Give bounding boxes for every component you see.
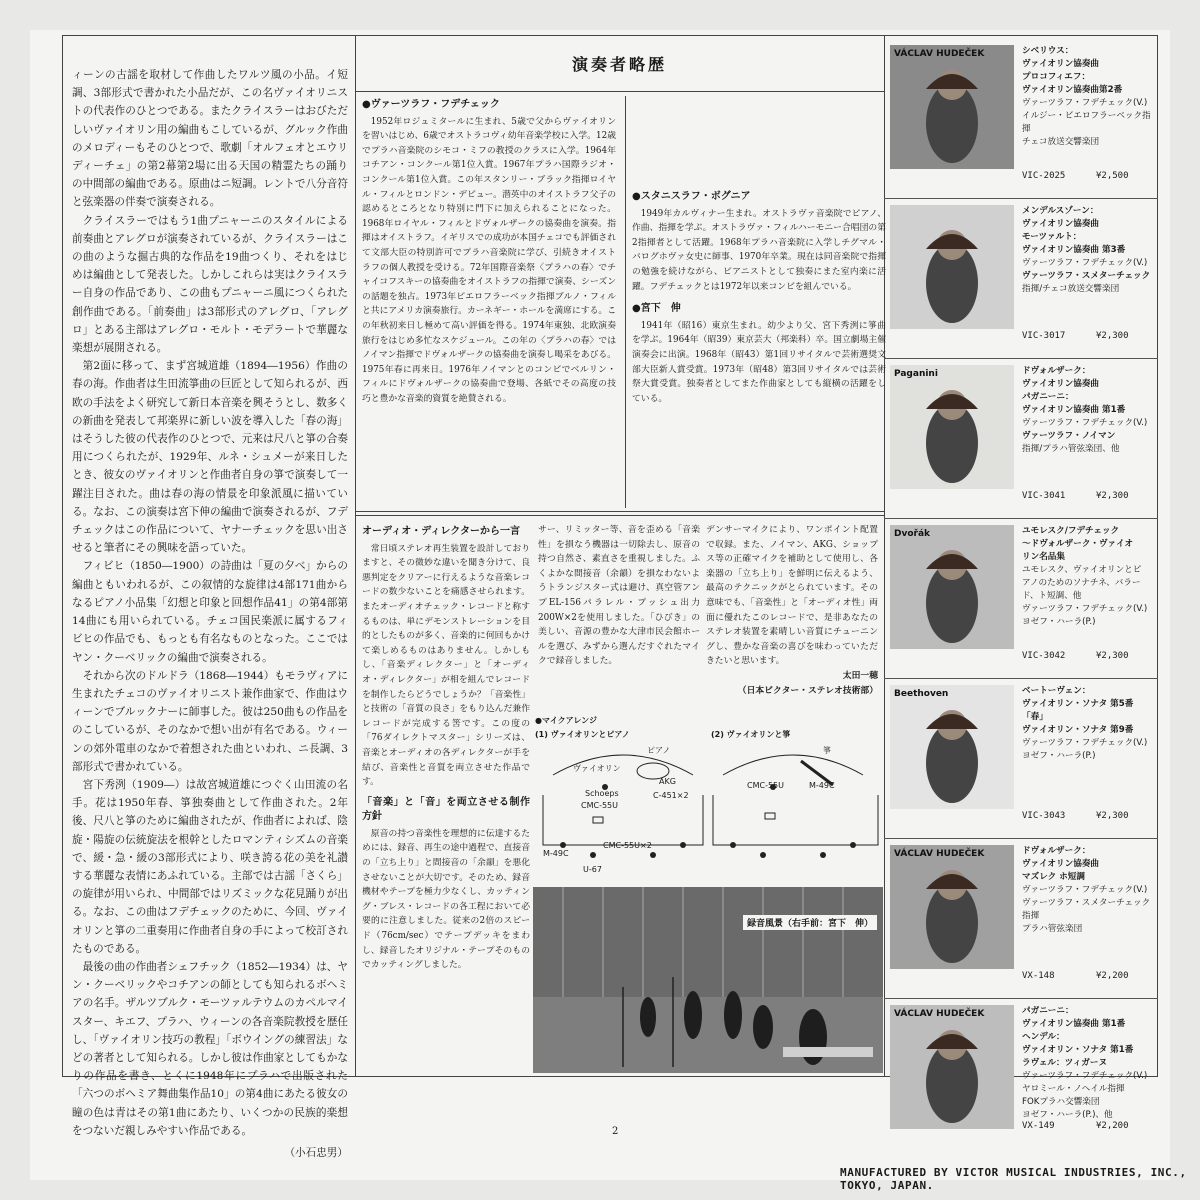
mic-tag: Schoeps [585, 789, 619, 798]
bio-header-bognar: ●スタニスラフ・ボグニア [632, 191, 751, 202]
paragraph: ィーンの古謡を取材して作曲したワルツ風の小品。イ短調、3部形式で書かれた小品だが、この名ヴァイオリニストの代表作のひとつである。またクライスラーはおびただしいヴァイオリン用の編曲もこしているが、グルック作曲のメロディーもそのひとつで、歌劇「オルフェオとエウリディーチェ」の第2幕第2場に出る天国の精霊たちの踊りの中間部の編曲である。原曲はニ短調。レントで八分音符と弦楽器の伴奏で演奏される。 [72, 69, 348, 209]
album-info-line: ヴァイオリン・ソナタ 第9番 [1022, 725, 1134, 735]
album-price: ¥2,300 [1096, 331, 1129, 341]
album-info-line: メンデルスゾーン： [1022, 206, 1099, 216]
album-info-line: ヴァイオリン協奏曲 [1022, 859, 1100, 869]
album-info-line: ヴァイオリン・ソナタ 第5番「春」 [1022, 699, 1134, 722]
album-entry [884, 679, 1158, 839]
mic-tag: 箏 [823, 746, 831, 755]
audio-signature: 太田一穂 [842, 670, 878, 681]
cover-artwork [890, 525, 1014, 649]
album-info-line: アノのためのソナチネ、バラー [1022, 578, 1141, 588]
album-info-line: ヨゼフ・ハーラ(P.) [1022, 617, 1096, 627]
album-info-line: パガニーニ： [1022, 1006, 1074, 1016]
paragraph: 最後の曲の作曲者シェフチック（1852―1934）は、ヤン・クーベリックやコチアンの師としても知られるボヘミアの名手。ザルツブルク・モーツァルテウムのカペルマイスター、キエフ、プラハ、ウィーンの各音楽院教授を歴任し、「ヴァイオリン技巧の教程」「ボウイングの練習法」などの著者として知られる。しかし彼は作曲家としてもかなりの作品を書き、とくに1948年にプラハで出版された「六つのボヘミア舞曲集作品10」の第4曲にあたる彼女の瞳の色は青はその第1曲にあたり、いくつかの民族的楽想をつないだ親しみやすい作品である。 [72, 960, 348, 1137]
bio-text-hudecek: 1952年ロジュミタールに生まれ、5歳で父からヴァイオリンを習いはじめ、6歳でオストラコヴィ幼年音楽学校に入学。12歳でプラハ音楽院のシモコ・ミフの教授のクラスに入学。1964年コチアン・コンクール第1位入賞。1967年プラハ国際ラジオ・コンクール第1位入賞。この年スタンリー・ブラック指揮ロイヤル・フィルとロンドン・デビュー。潜英中のオイストラフ父子の認めるところとなり特別に門下に加えられることになった。1968年ロイヤル・フィルとドヴォルザークの協奏曲を演奏。指揮はオイストラフ。イギリスでの成功が本国チェコでも評価されて文部大臣の特別許可でプラハ音楽院に学び、引続きオイストラフの個人教授を受ける。72年国際音楽祭〈プラハの春〉でチャイコフスキーの協奏曲をオイストラフの指揮で演奏、シーズンの話題を独占。1973年ピエロフラーベック指揮ブルノ・フィルと共にアメリカ演奏旅行。カーネギー・ホールを満席にする。この年秋初来日し極めて高い評価を得る。1974年東独、北欧演奏旅行をはじめ多忙なスケジュール。この年の〈プラハの春〉ではノイマン指揮でドヴォルザークの協奏曲を演奏し喝采をあびる。1975年春に再来日。1976年ノイマンとのコンビでベルリン・フィルにドヴォルザークの協奏曲で登場、各紙でその高度の技巧と豊かな音楽的資質を絶賛される。 [362, 116, 616, 404]
album-info-line: シベリウス： [1022, 46, 1074, 56]
mic-arrangement-diagram [533, 715, 883, 885]
album-price: ¥2,500 [1096, 171, 1129, 181]
album-info-line: チェコ放送交響楽団 [1022, 137, 1100, 147]
album-price: ¥2,300 [1096, 651, 1129, 661]
album-info-line: リン名品集 [1022, 552, 1065, 562]
catalog-number: VIC-3017 [1022, 331, 1066, 341]
catalog-number: VIC-2025 [1022, 171, 1066, 181]
mic-diagram-svg [533, 735, 883, 885]
page-title: 演奏者略歴 [571, 54, 667, 74]
paragraph: 宮下秀洌（1909―）は故宮城道雄につぐく山田流の名手。花は1950年春、箏独奏曲として作曲された。2年後、尺八と箏のために編曲されたが、作曲者によれば、陰旋・陽旋の伝統旋法を根幹としたロマンティシズムの音楽で、緩・急・緩の3部形式により、咲き誇る花の美を礼讃する華麗な表情にあふれている。主部では古謡「さくら」の旋律が用いられ、中間部ではリズミックな花見踊りが出る。なお、この曲はフデチェックのために、今回、ヴァイオリンと箏の二重奏用に作曲者自身の手によって校訂されたものである。 [72, 778, 348, 955]
catalog-number: VX-148 [1022, 971, 1055, 981]
album-info-line: プラハ管弦楽団 [1022, 924, 1083, 934]
album-info [1022, 845, 1154, 936]
album-cover-title: VÁCLAV HUDEČEK [894, 49, 985, 59]
album-info [1022, 685, 1154, 763]
album-info-line: ヴァイオリン協奏曲第2番 [1022, 85, 1123, 95]
album-cover-title: Dvořák [894, 529, 931, 539]
album-info-line: ヴァーツラフ・スメターチェック指揮 [1022, 898, 1151, 921]
mic-tag: CMC-55U [581, 801, 618, 810]
album-price: ¥2,200 [1096, 1121, 1129, 1131]
audio-text-3: サー、リミッター等、音を歪める「音楽性」を損なう機器は一切除去し、原音の持つ自然さ、素直さを重視しました。ふくよかな間接音（余韻）を損なわないようトランジスター式は避け、真空管アンプEL-156パラレル・プッシュ出力200W×2を使用しました。「ひびき」の美しい、音源の豊かな大津市民会館ホールを選び、みずから選んだすぐれたマイクで録音しました。 [538, 525, 700, 667]
album-info-line: ヴァイオリン協奏曲 第1番 [1022, 1019, 1126, 1029]
bio-right [625, 96, 886, 508]
bio-text-miyashita: 1941年（昭16）東京生まれ。幼少より父、宮下秀洌に箏曲を学ぶ。1964年（昭39）東京芸大（邦楽科）卒。国立劇場主催演奏会に出演。1968年（昭43）第1回リサイタルで芸術選奨文部大臣新人賞受賞。1973年（昭48）第3回リサイタルでは芸術祭大賞受賞。独奏者としてまた作曲家としても縦横の活躍をしている。 [632, 320, 886, 404]
album-info-line: ヘンデル： [1022, 1032, 1065, 1042]
album-entry [884, 519, 1158, 679]
mic-label-2: (2) ヴァイオリンと箏 [711, 730, 791, 739]
cover-artwork [890, 365, 1014, 489]
mic-tag: M-49C [809, 781, 835, 790]
album-info-line: ヴァーツラフ・フデチェック(V.) [1022, 885, 1148, 895]
audio-text-2: 原音の持つ音楽性を理想的に伝達するためには、録音、再生の途中過程で、直接音の「立ち上り」と間接音の「余韻」を悪化させないことが大切です。そのため、録音機材やテープを極力少なくし、カッティング・ブレス・レコードの各工程において必要的に注意しました。従来の2倍のスピード（76cm/sec）でテープデッキをまわし、録音したオリジナル・テープそのものでカッティングしました。 [362, 828, 530, 971]
album-info-line: プロコフィエフ： [1022, 72, 1091, 82]
cover-artwork [890, 685, 1014, 809]
cover-artwork [890, 845, 1014, 969]
audio-text-4: デンサーマイクにより、ワンポイント配置で収録。また、ノイマン、AKG、ショップス等の正確マイクを補助として使用し、各楽器の「立ち上り」を鮮明に伝えるよう、最高のテクニックがとられています。その意味でも、「音楽性」と「オーディオ性」両面に優れたこのレコードで、是非あなたのステレオ装置を素晴しい音質にチューニングし、豊かな音楽の喜びを味わっていただきたいと思います。 [706, 525, 878, 667]
audio-col-1 [362, 523, 530, 1071]
album-info-line: ヤロミール・ノヘイル指揮 [1022, 1084, 1125, 1094]
album-info-line: パガニーニ： [1022, 392, 1074, 402]
album-info-line: ユモレスク、ヴァイオリンとピ [1022, 565, 1142, 575]
album-entry [884, 359, 1158, 519]
mic-tag: ヴァイオリン [573, 764, 621, 773]
album-entry [884, 39, 1158, 199]
cover-artwork [890, 45, 1014, 169]
mic-tag: C-451×2 [653, 791, 689, 800]
album-price: ¥2,300 [1096, 811, 1129, 821]
album-info-line: ヴァーツラフ・フデチェック(V.) [1022, 418, 1148, 428]
album-cover [890, 365, 1014, 489]
album-price: ¥2,300 [1096, 491, 1129, 501]
footer-manufacturer: MANUFACTURED BY VICTOR MUSICAL INDUSTRIES, INC., TOKYO, JAPAN. [840, 1166, 1187, 1192]
audio-affiliation: （日本ビクター・ステレオ技術部） [737, 685, 878, 696]
left-column [72, 66, 348, 1159]
album-info-line: イルジー・ビエロフラーベック指揮 [1022, 111, 1151, 134]
bio-text-bognar: 1949年カルヴィナー生まれ。オストラヴァ音楽院でピアノ、作曲、指揮を学ぶ。オストラヴァ・フィルハーモニー合唱団の第2指揮者として活躍。1968年プラハ音楽院に入学しチグマル・バログホヴァ女史に師事、1970年卒業。現在は同音楽院で指揮の勉強を続けながら、ピアニストとして独奏にまた室内楽に活躍。フデチェックとは1972年以来コンビを組んでいる。 [632, 208, 886, 292]
audio-text-1: 常日頃ステレオ再生装置を設計しておりますと、その微妙な違いを聞き分けて、良悪判定をクリアーに行えるような音楽レコードの数少ないことを痛感させられます。またオーディオチェック・レコードと称するものは、単にデモンストレーションを目的としたものが多く、音楽的に何回もかけて楽しめるものはありません。しかしもし、「音楽ディレクター」と「オーディオ・ディレクター」が相を組んでレコードを制作したらどうでしょうか？「音楽性」と技術の「音質の良さ」をもり込んだ兼作レコードが完成する筈です。この度の「76ダイレクトマスター」シリーズは、音楽とオーディオの各ディレクターが手を結び、音楽性と音質を両立させた作品です。 [362, 543, 530, 788]
album-cover [890, 1005, 1014, 1129]
audio-col-2 [538, 523, 700, 709]
album-entry [884, 199, 1158, 359]
album-cover-title: Beethoven [894, 689, 949, 699]
audio-sub-header: 「音楽」と「音」を両立させる制作方針 [362, 796, 530, 823]
album-info-line: ヴァーツラフ・ノイマン [1022, 431, 1116, 441]
mic-tag: CMC-55U×2 [603, 841, 652, 850]
album-info-line: モーツァルト： [1022, 232, 1082, 242]
album-cover [890, 525, 1014, 649]
album-cover-title: VÁCLAV HUDEČEK [894, 849, 985, 859]
photo-caption: 録音風景（右手前：宮下 伸） [743, 915, 877, 930]
album-info-line: FOKプラハ交響楽団 [1022, 1097, 1100, 1107]
album-info-line: ヨゼフ・ハーラ(P.)、他 [1022, 1110, 1113, 1120]
audio-col-3 [706, 523, 878, 709]
album-info [1022, 205, 1154, 296]
catalog-number: VIC-3042 [1022, 651, 1066, 661]
author-signature: （小石忠男） [284, 1146, 348, 1159]
album-info-line: ヴァーツラフ・フデチェック(V.) [1022, 98, 1148, 108]
album-info-line: ヴァーツラフ・フデチェック(V.) [1022, 604, 1148, 614]
paragraph: フィビヒ（1850―1900）の詩曲は「夏の夕べ」からの編曲ともいわれるが、この叙情的な旋律は4部171曲からなるピアノ小品集「幻想と印象と回想作品41」の第4部第14曲にも用いられている。チェコ国民楽派に属するフィビヒの作品でも、もっとも有名なものとなった。ここではヤン・クーベリックの編曲で演奏される。 [72, 560, 348, 664]
album-info-line: ヴァイオリン・ソナタ 第1番 [1022, 1045, 1134, 1055]
catalog-number: VIC-3041 [1022, 491, 1066, 501]
album-info-line: ラヴェル：ツィガーヌ [1022, 1058, 1108, 1068]
catalog-number: VIC-3043 [1022, 811, 1066, 821]
album-info-line: ヴァイオリン協奏曲 [1022, 59, 1100, 69]
album-info-line: ヨゼフ・ハーラ(P.) [1022, 751, 1096, 761]
album-info-line: ド、ト短調、他 [1022, 591, 1082, 601]
album-info-line: ヴァーツラフ・スメターチェック [1022, 271, 1151, 281]
album-info-line: ヴァーツラフ・フデチェック(V.) [1022, 738, 1148, 748]
album-info-line: ドヴォルザーク： [1022, 366, 1091, 376]
album-info [1022, 45, 1154, 149]
recording-photo [533, 887, 883, 1073]
album-info-line: ユモレスク/フデチェック [1022, 526, 1120, 536]
mic-header: ●マイクアレンジ [535, 716, 597, 725]
mic-label-1: (1) ヴァイオリンとピアノ [535, 730, 630, 739]
paragraph: クライスラーではもう1曲プニャーニのスタイルによる前奏曲とアレグロが演奏されているが、クライスラーはこの曲のような掘古典的な作品を19曲つくり、それをはじめは編曲として発表した。しかしこれらは実はクライスラー自身の作品であり、この曲もプニャーニ風につくられた創作曲である。「前奏曲」は3部形式のアレグロ、「アレグロ」とある主部はアレグロ・モルト・モデラートで華麗な楽想が展開される。 [72, 214, 348, 355]
album-info-line: 指揮/プラハ管弦楽団、他 [1022, 444, 1120, 454]
album-info-line: ～ドヴォルザーク・ヴァイオ [1022, 539, 1134, 549]
mic-tag: AKG [659, 777, 676, 786]
album-info-line: ヴァーツラフ・フデチェック(V.) [1022, 258, 1148, 268]
album-info [1022, 525, 1154, 629]
album-info [1022, 365, 1154, 456]
page-number: 2 [612, 1126, 619, 1137]
paragraph: 第2面に移って、まず宮城道雄（1894―1956）作曲の春の海。作曲者は生田流箏曲の巨匠として知られるが、西欧の手法をよく研究して新日本音楽を興そうとし、数多くの新曲を発表して邦楽界に新しい波を導入した「春の海」はそうした彼の代表作のひとつで、元来は尺八と箏の合奏用につくられたが、1929年、ルネ・シュメーが来日したとき、彼女のヴァイオリンと作曲者自身の箏で演奏して一躍注目された。曲は春の海の情景を印象派風に描いている。なお、この演奏は宮下伸の編曲で演奏されるが、フデチェックはこの作品について、ヤナーチェックを思い出させると筆者にその興味を語っていた。 [72, 360, 348, 555]
mic-tag: CMC-55U [747, 781, 784, 790]
album-cover-title: VÁCLAV HUDEČEK [894, 1009, 985, 1019]
paragraph: それから次のドルドラ（1868―1944）もモラヴィアに生まれたチェコのヴァイオリニスト兼作曲家で、作曲はウィーンでブルックナーに師事した。彼は250曲もの作品をのこしているが、そのなかで想い出が有名である。ウィーンの郊外電車のなかで着想された曲といわれ、ニ長調、3部形式で書かれている。 [72, 669, 348, 773]
bio-left [362, 96, 616, 508]
album-entry [884, 999, 1158, 1159]
album-info-line: 指揮/チェコ放送交響楽団 [1022, 284, 1120, 294]
album-entry [884, 839, 1158, 999]
album-info-line: ヴァイオリン協奏曲 第1番 [1022, 405, 1126, 415]
catalog-number: VX-149 [1022, 1121, 1055, 1131]
album-price: ¥2,200 [1096, 971, 1129, 981]
album-cover [890, 205, 1014, 329]
album-cover [890, 45, 1014, 169]
mic-tag: U-67 [583, 865, 602, 874]
album-cover [890, 685, 1014, 809]
bio-header-hudecek: ●ヴァーツラフ・フデチェック [362, 99, 500, 110]
album-info-line: マズレク ホ短調 [1022, 872, 1085, 882]
album-info-line: ベートーヴェン： [1022, 686, 1091, 696]
album-info-line: ヴァイオリン協奏曲 [1022, 219, 1100, 229]
bio-header-miyashita: ●宮下 伸 [632, 303, 681, 315]
cover-artwork [890, 1005, 1014, 1129]
album-info-line: ヴァイオリン協奏曲 第3番 [1022, 245, 1126, 255]
audio-header: オーディオ・ディレクターから一言 [362, 526, 520, 537]
mic-tag: M-49C [543, 849, 569, 858]
album-info-line: ドヴォルザーク： [1022, 846, 1091, 856]
album-info [1022, 1005, 1154, 1122]
album-cover-title: Paganini [894, 369, 938, 379]
bio-title-row [355, 35, 884, 92]
mic-tag: ピアノ [647, 746, 671, 755]
cover-artwork [890, 205, 1014, 329]
album-info-line: ヴァイオリン協奏曲 [1022, 379, 1100, 389]
album-info-line: ヴァーツラフ・フデチェック(V.) [1022, 1071, 1148, 1081]
album-cover [890, 845, 1014, 969]
